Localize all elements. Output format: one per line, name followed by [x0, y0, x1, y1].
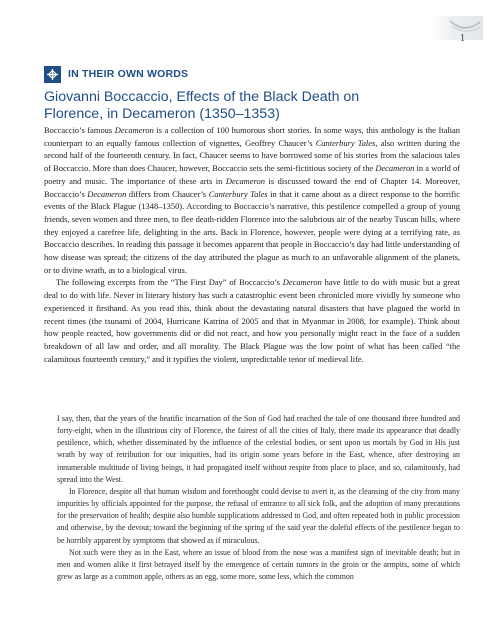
section-banner	[44, 64, 188, 84]
page-number: 1	[460, 33, 465, 44]
italic-title: Canterbury Tales	[208, 188, 268, 199]
italic-title: Decameron	[282, 277, 322, 288]
intro-paragraph: Boccaccio’s famous Decameron is a collection of 100 humorous short stories. In some ways, this anthology is the Italian counterpart to an equally famous collection of vignettes, Geoffrey Chaucer’s Canterbury Tales, also written during the second half of the fourteenth century. In fact, Chaucer seems to have borrowed some of his stories from the salacious tales of Boccaccio. More than does Chaucer, however, Boccaccio sets the semi-fictitious society of the Decameron in a world of poetry and music. The importance of these arts in Decameron is discussed toward the end of Chapter 14. Moreover, Boccaccio’s Decameron differs from Chaucer’s Canterbury Tales in that it came about as a direct response to the horrific events of the Black Plague (1348–1350). According to Boccaccio’s narrative, this pestilence compelled a group of young friends, seven women and three men, to flee death-ridden Florence into the salubrious air of the nearby Tuscan hills, where they enjoyed a carefree life, delighting in the arts. Back in Florence, however, people were dying at a terrifying rate, as Boccaccio describes. In reading this passage it becomes apparent that people in Boccaccio’s day had little understanding of how disease was spread; the citizens of the day attributed the plague as much to an unfavorable alignment of the planets, or to divine wrath, as to a biological virus.	[44, 125, 460, 275]
quote-paragraph: Not such were they as in the East, where an issue of blood from the nose was a manifest sign of inevitable death; but in men and women alike it first betrayed itself by the emergence of certain tumors in the groin or the armpits, some of which grew as large as a common apple, others as an egg, some more, some less, which the common	[57, 547, 460, 582]
italic-title: Decameron	[225, 175, 265, 186]
swoosh-ornament-icon	[448, 18, 482, 34]
italic-title: Decameron	[87, 188, 127, 199]
quote-paragraph: In Florence, despite all that human wisdom and forethought could devise to avert it, as the cleansing of the city from many impurities by officials appointed for the purpose, the refusal of entrance to all sick folk, and the adoption of many precautions for the preservation of health; despite also humble supplications addressed to God, and often repeated both in public procession and otherwise, by the devout; toward the beginning of the spring of the said year the doleful effects of the pestilence began to be horribly apparent by symptoms that showed as if miraculous.	[57, 486, 460, 545]
italic-title: Decameron	[114, 125, 154, 135]
quote-paragraph: I say, then, that the years of the beatific incarnation of the Son of God had reached the tale of one thousand three hundred and forty-eight, when in the illustrious city of Florence, the fairest of all the cities of Italy, there made its appearance that deadly pestilence, which, whether disseminated by the influence of the celestial bodies, or sent upon us mortals by God in His just wrath by way of retribution for our iniquities, had its origin some years before in the East, whence, after destroying an innumerable multitude of living beings, it had propagated itself without respite from place to place, and so, calamitously, had spread into the West.	[57, 414, 460, 484]
italic-title: Decameron	[375, 163, 415, 174]
article-title: Giovanni Boccaccio, Effects of the Black Death on Florence, in Decameron (1350–1353)	[44, 89, 360, 122]
section-label: IN THEIR OWN WORDS	[68, 68, 189, 80]
intro-text	[44, 124, 460, 365]
ornament-icon	[44, 66, 61, 83]
quote-block	[57, 413, 460, 583]
italic-title: Canterbury Tales	[315, 137, 376, 148]
intro-paragraph: The following excerpts from the “The First Day” of Boccaccio’s Decameron have little to do with music but a great deal to do with life. Never in literary history has such a catastrophic event been chronicled more vividly by someone who experienced it firsthand. As you read this, think about the devastating natural disasters that have plagued the world in recent times (the tsunami of 2004, Hurricane Katrina of 2005 and that in Myanmar in 2008, for example). Think about how people reacted, how governments did or did not react, and how you personally might react in the face of a sudden breakdown of all law and order, and all morality. The Black Plague was the low point of what has been called “the calamitous fourteenth century,” and it typifies the violent, unpredictable tenor of medieval life.	[44, 277, 460, 364]
